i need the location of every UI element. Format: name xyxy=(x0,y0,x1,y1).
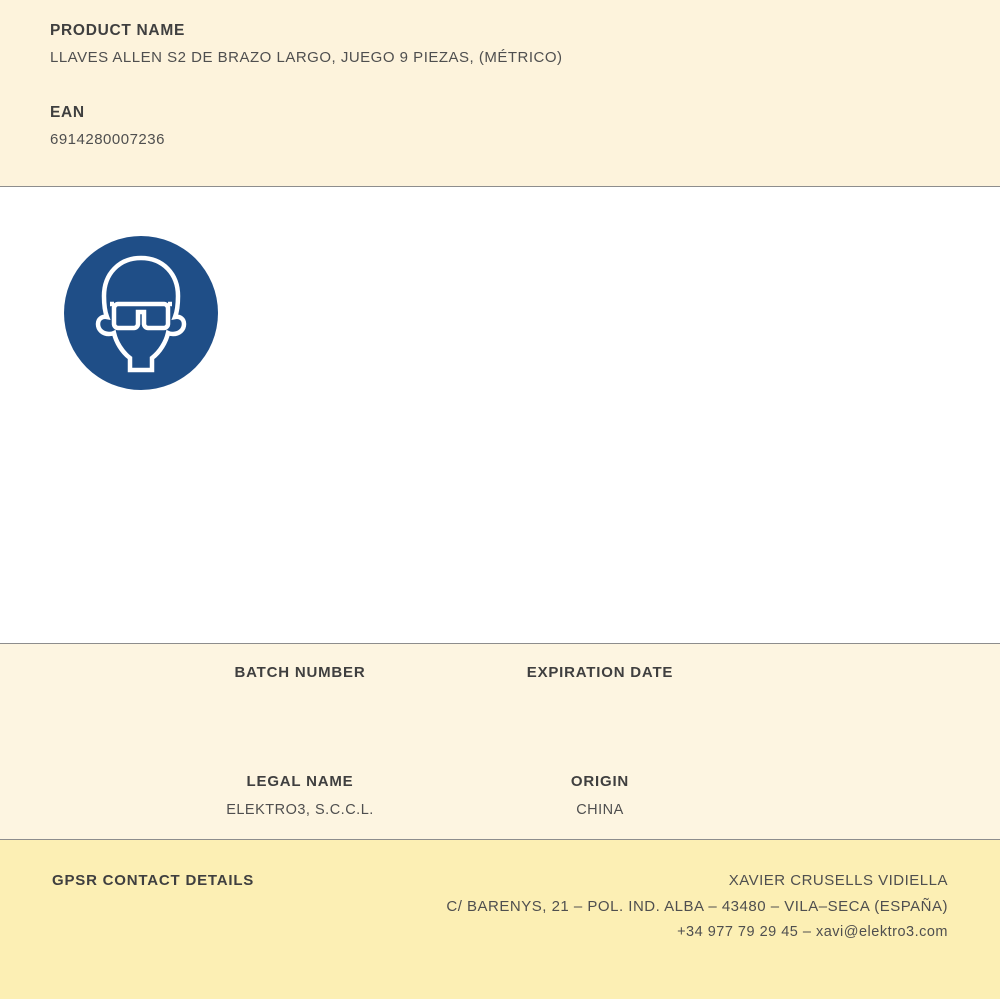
product-name-group xyxy=(50,22,950,66)
origin-label: ORIGIN xyxy=(570,773,630,790)
contact-address: C/ BARENYS, 21 – POL. IND. ALBA – 43480 – VILA–SECA (ESPAÑA) xyxy=(446,898,948,915)
ean-group xyxy=(50,104,950,148)
gpsr-contact-lines xyxy=(446,872,948,949)
batch-number-value xyxy=(150,693,450,711)
batch-row xyxy=(0,664,1000,711)
product-name-value: LLAVES ALLEN S2 DE BRAZO LARGO, JUEGO 9 PIEZAS, (MÉTRICO) xyxy=(50,49,563,66)
expiration-date-value xyxy=(450,693,750,711)
legal-name-value: ELEKTRO3, S.C.C.L. xyxy=(226,802,374,818)
origin-cell xyxy=(450,773,750,820)
batch-legal-block xyxy=(0,644,1000,840)
expiration-date-cell xyxy=(450,664,750,711)
pictogram-area xyxy=(0,187,1000,644)
expiration-date-label: EXPIRATION DATE xyxy=(526,664,674,681)
legal-name-label: LEGAL NAME xyxy=(246,773,354,790)
wear-eye-protection-pictogram xyxy=(64,236,218,390)
ean-label: EAN xyxy=(50,104,85,121)
gpsr-contact-block xyxy=(0,840,1000,999)
contact-person: XAVIER CRUSELLS VIDIELLA xyxy=(728,872,948,889)
product-name-label: PRODUCT NAME xyxy=(50,22,185,39)
gpsr-contact-label: GPSR CONTACT DETAILS xyxy=(52,872,255,889)
legal-name-cell xyxy=(150,773,450,820)
product-identity-block xyxy=(0,0,1000,187)
origin-value: CHINA xyxy=(576,802,624,818)
ean-value: 6914280007236 xyxy=(50,131,165,148)
batch-number-cell xyxy=(150,664,450,711)
batch-number-label: BATCH NUMBER xyxy=(234,664,366,681)
legal-row xyxy=(0,773,1000,820)
contact-phone-email: +34 977 79 29 45 – xavi@elektro3.com xyxy=(677,924,948,940)
